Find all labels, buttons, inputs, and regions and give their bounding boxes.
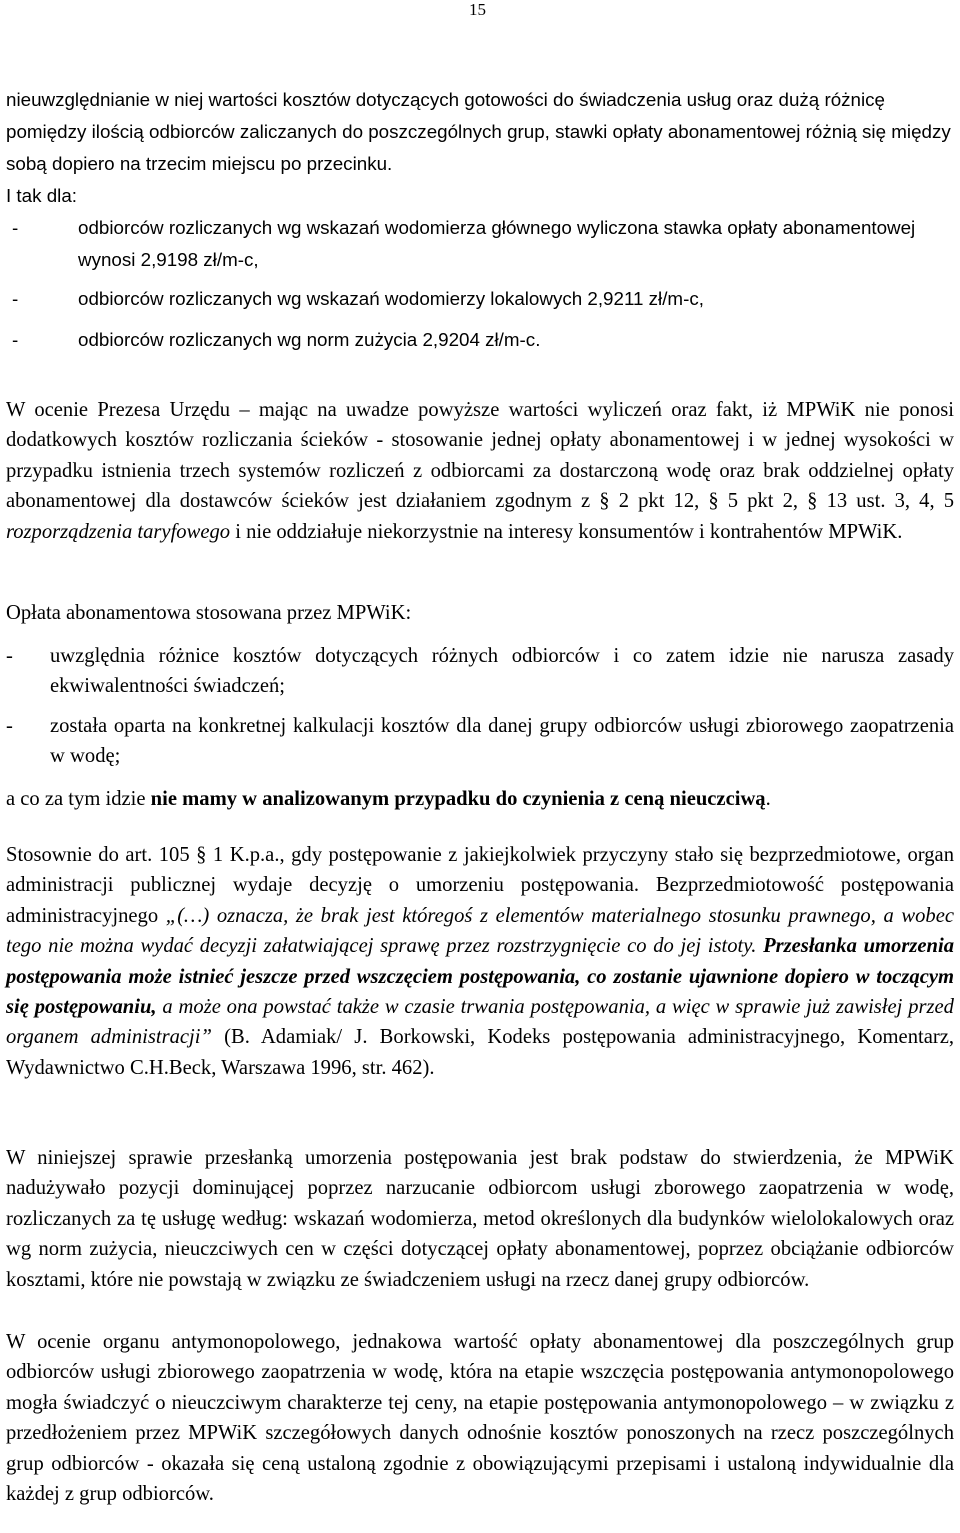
fee-conclusion	[6, 784, 954, 814]
legal-quote-bold-italic: Przesłanka umorzenia postępowania może istnieć jeszcze przed wszczęciem postępowania, co zostanie ujawnione dopiero w toczącym się postępowaniu,	[6, 935, 954, 1019]
rate-text: odbiorców rozliczanych wg norm zużycia 2,9204 zł/m-c.	[78, 329, 541, 350]
list-dash: -	[12, 288, 19, 309]
assessment-text-b: i nie oddziałuje niekorzystnie na interesy konsumentów i kontrahentów MPWiK.	[230, 520, 903, 543]
rate-item-3	[6, 324, 954, 356]
list-dash: -	[12, 329, 19, 350]
paragraph-assessment	[6, 395, 954, 547]
fee-item-2	[6, 711, 954, 772]
list-dash: -	[12, 217, 19, 238]
rate-item-2	[6, 283, 954, 315]
fee-lead: Opłata abonamentowa stosowana przez MPWiK:	[6, 602, 412, 624]
legal-quote-italic: „(…) oznacza, że brak jest któregoś z elementów materialnego stosunku prawnego, a wobec tego nie można wydać decyzji załatwiającej sprawę przez rozstrzygnięcie co do jej istoty.	[6, 904, 954, 958]
list-dash: -	[6, 715, 13, 737]
fee-item-1	[6, 641, 954, 702]
assessment-text-italic: rozporządzenia taryfowego	[6, 520, 231, 543]
paragraph-conclusion: W ocenie organu antymonopolowego, jednakowa wartość opłaty abonamentowej dla poszczególnych grup odbiorców usługi zbiorowego zaopatrzenia w wodę, która na etapie wszczęcia postępowania antymonopolowego mogła świadczyć o nieuczciwym charakterze tej ceny, na etapie postępowania antymonopolowego – w związku z przedłożeniem przez MPWiK szczegółowych danych odnośnie kosztów ponoszonych na rzecz poszczególnych grup odbiorców - okazała się ceną ustaloną zgodnie z obowiązującymi przepisami i ustaloną indywidualnie dla każdej z grup odbiorców.	[6, 1331, 954, 1506]
legal-citation: (B. Adamiak/ J. Borkowski, Kodeks postępowania administracyjnego, Komentarz, Wydawnictwo C.H.Beck, Warszawa 1996, str. 462).	[6, 1026, 955, 1079]
conclusion-end: .	[765, 788, 771, 810]
conclusion-plain: a co za tym idzie	[6, 788, 151, 810]
conclusion-bold: nie mamy w analizowanym przypadku do czynienia z ceną nieuczciwą	[150, 788, 766, 810]
page-number: 15	[469, 0, 486, 19]
list-dash: -	[6, 645, 13, 667]
fee-item-text: została oparta na konkretnej kalkulacji kosztów dla danej grupy odbiorców usługi zbiorowego zaopatrzenia w wodę;	[50, 715, 954, 768]
legal-quote-italic-2: a może ona powstać także w czasie trwania postępowania, a więc w sprawie już zawisłej przed organem administracji”	[6, 996, 954, 1049]
rate-text: odbiorców rozliczanych wg wskazań wodomierzy lokalowych 2,9211 zł/m-c,	[78, 288, 704, 309]
intro-lead: I tak dla:	[6, 185, 77, 206]
intro-text: nieuwzględnianie w niej wartości kosztów dotyczących gotowości do świadczenia usług oraz dużą różnicę pomiędzy ilością odbiorców zaliczanych do poszczególnych grup, stawki opłaty abonamentowej różnią się między sobą dopiero na trzecim miejscu po przecinku.	[6, 89, 951, 174]
rate-text: odbiorców rozliczanych wg wskazań wodomierza głównego wyliczona stawka opłaty abonamentowej wynosi 2,9198 zł/m-c,	[78, 217, 916, 270]
assessment-text-a: W ocenie Prezesa Urzędu – mając na uwadze powyższe wartości wyliczeń oraz fakt, iż MPWiK nie ponosi dodatkowych kosztów rozliczania ścieków - stosowanie jednej opłaty abonamentowej i w jednej wysokości w przypadku istnienia trzech systemów rozliczeń z odbiorcami za dostarczoną wodę oraz brak oddzielnej opłaty abonamentowej dla dostawców ścieków jest działaniem zgodnym z § 2 pkt 12, § 5 pkt 2, § 13 ust. 3, 4, 5	[6, 399, 954, 513]
paragraph-legal-basis	[6, 840, 954, 1083]
rate-item-1	[6, 212, 954, 276]
fee-item-text: uwzględnia różnice kosztów dotyczących różnych odbiorców i co zatem idzie nie narusza zasady ekwiwalentności świadczeń;	[50, 645, 954, 698]
legal-text-1: Stosownie do art. 105 § 1 K.p.a., gdy postępowanie z jakiejkolwiek przyczyny stało się bezprzedmiotowe, organ administracji publicznej wydaje decyzję o umorzeniu postępowania. Bezprzedmiotowość postępowania administracyjnego	[6, 844, 954, 927]
paragraph-reason: W niniejszej sprawie przesłanką umorzenia postępowania jest brak podstaw do stwierdzenia, że MPWiK nadużywało pozycji dominującej poprzez narzucanie odbiorcom usługi zborowego zaopatrzenia w wodę, rozliczanych za tę usługę według: wskazań wodomierza, metod określonych dla budynków wielolokalowych oraz wg norm zużycia, nieuczciwych cen w części dotyczącej opłaty abonamentowej, poprzez obciążanie odbiorców kosztami, które nie powstają w związku ze świadczeniem usługi na rzecz danej grupy odbiorców.	[6, 1147, 954, 1291]
intro-paragraph	[6, 84, 954, 212]
